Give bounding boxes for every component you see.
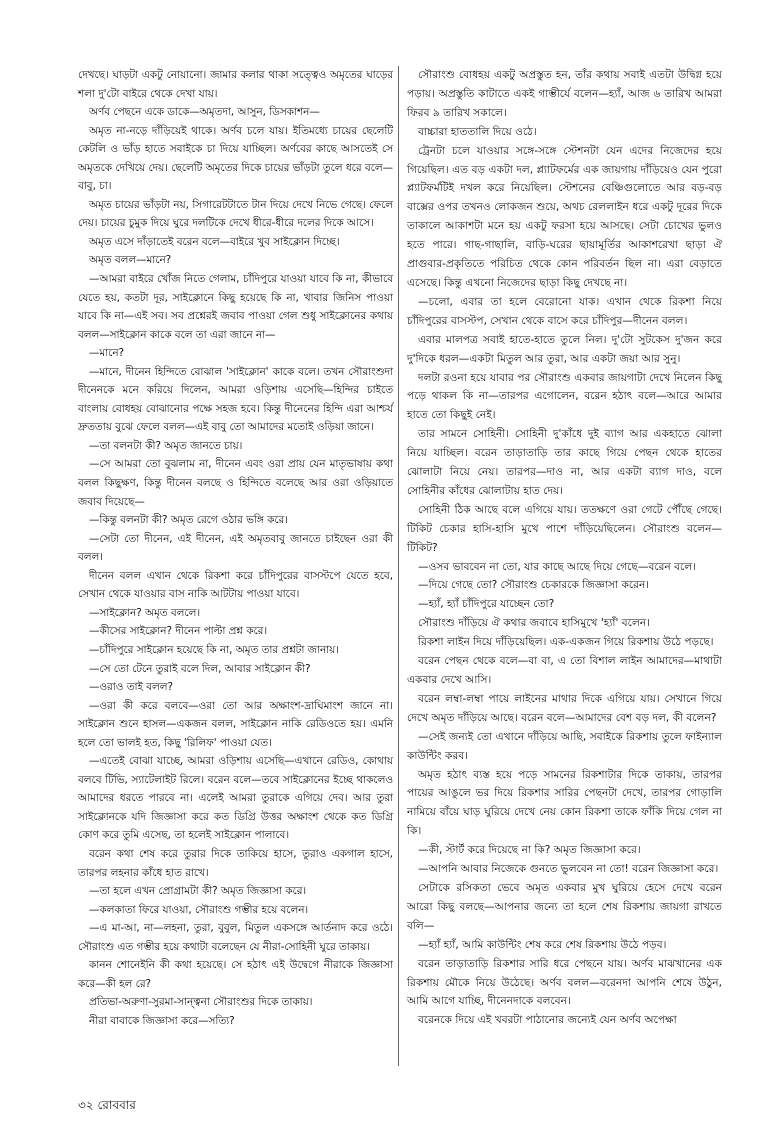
paragraph: অর্ণব পেছনে একে ডাকে—অমৃতদা, আসুন, ডিসকাশন— (89, 106, 320, 119)
paragraph: —এতেই বোঝা যাচ্ছে, আমরা ওড়িশায় এসেছি—এখানে রেডিও, কোথায় বলবে টিভি, স্যাটেলাইট রিলে। বরেন বলে—তবে সাইক্লোনের ইচ্ছে থাকলেও আমাদের ধরতে পারবে না। এলেই আমরা তুরাকে এগিয়ে দেব। আর তুরা সাইক্লোনকে যদি জিজ্ঞাসা করে কত ডিগ্রি উত্তর অক্ষাংশ থেকে কত ডিগ্রি কোণ করে তুমি এসেছ, তা হলেই সাইক্লোন পালাবে। (78, 755, 393, 842)
page-number: ৩২ (78, 1098, 94, 1112)
paragraph: সোহিনী ঠিক আছে বলে এগিয়ে যায়। ততক্ষণে ওরা গেটে পৌঁছে গেছে। টিকিট চেকার হাসি-হাসি মুখে পাশে দাঁড়িয়েছিলেন। সৌরাংশু বলেন—টিকিট? (407, 503, 722, 554)
paragraph: —তা বলনটা কী? অমৃত জানতে চায়। (89, 439, 243, 452)
paragraph: সৌরাংশু বোধহয় একটু অপ্রস্তুত হন, তাঁর কথায় সবাই এতটা উদ্বিগ্ন হয়ে পড়ায়। অপ্রস্তুতি কাটাতে একই গাম্ভীর্যে বলেন—হ্যাঁ, আজ ৬ তারিখ আমরা ফিরব ৯ তারিখ সকালে। (407, 69, 722, 119)
paragraph: ট্রেনটা চলে যাওয়ার সঙ্গে-সঙ্গে স্টেশনটা যেন এদের নিজেদের হয়ে গিয়েছিল। এত বড় একটা দল, প্ল্যাটফর্মের এক জায়গায় দাঁড়িয়েও যেন পুরো প্ল্যাটফর্মটিই দখল করে নিয়েছিল। স্টেশনের বেঞ্চিগুলোতে আর বড়-বড় বাক্সের ওপর তখনও লোকজন শুয়ে, অথচ রেললাইন ধরে একটু দূরের দিকে তাকালে আকাশটা মনে হয় একটু ফরসা হয়ে আসছে। সেটা চোখের ভুলও হতে পারে। গাছ-গাছালি, বাড়ি-ঘরের ছায়ামূর্তির আকাশরেখা ছাড়া ঐ প্রাগুবার-প্রকৃতিতে পরিচিত থেকে কোন পরিবর্তন ছিল না। এরা বেড়াতে এসেছে। কিন্তু এখনো নিজেদের ছাড়া কিছু দেখছে না। (407, 144, 722, 289)
paragraph: সেটাকে রসিকতা ভেবে অমৃত একবার মুখ ঘুরিয়ে হেসে দেখে বরেন আরো কিছু বলছে—আপনার জন্যে তা হলে শেষ রিকশায় জায়গা রাখতে বলি— (407, 881, 722, 932)
paragraph: বাচ্চারা হাততালি দিয়ে ওঠে। (418, 125, 537, 138)
paragraph: বরেনকে দিয়ে এই খবরটা পাঠানোর জন্যেই যেন অর্ণব অপেক্ষা (418, 1014, 677, 1027)
paragraph: —কী, স্টার্ট করে দিয়েছে না কি? অমৃত জিজ্ঞাসা করে। (418, 844, 641, 857)
paragraph: তার সামনে সোহিনী। সোহিনী দু'কাঁধে দুই ব্যাগ আর একহাতে ঝোলা নিয়ে যাচ্ছিল। বরেন তাড়াতাড়ি তার কাছে গিয়ে পেছন থেকে হাতের ঝোলাটা নিয়ে নেয়। তারপর—দাও না, আর একটা ব্যাগ দাও, বলে সোহিনীর কাঁধের ঝোলাটায় হাত দেয়। (407, 428, 722, 497)
paragraph: —এ মা-আ, না—লহনা, তুরা, বুবুল, মিতুল একসঙ্গে আর্তনাদ করে ওঠে। সৌরাংশু এত গম্ভীর হয়ে কথাটা বলেছেন যে নীরা-সোহিনী ঘুরে তাকায়। (78, 922, 393, 953)
magazine-name: রোববার (97, 1098, 136, 1112)
paragraph: অমৃত বলল—মানে? (89, 254, 172, 267)
paragraph: —ওরাও তাই বলল? (89, 681, 174, 694)
paragraph: এবার মালপত্র সবাই হাতে-হাতে তুলে নিল। দু'টো সুটকেস দু'জন করে দু'দিকে ধরল—একটা মিতুল আর তুরা, আর একটা জয়া আর সুনু। (407, 333, 722, 365)
paragraph: অমৃত চায়ের ভাঁড়টা নয়, সিগারেটটাতে টান দিয়ে দেখে নিভে গেছে। ফেলে দেয়। চায়ের চুমুক দিয়ে ঘুরে দলটিকে দেখে ধীরে-ধীরে দলের দিকে আসে। (78, 198, 393, 230)
left-column (78, 66, 393, 1030)
column-divider (398, 66, 399, 1066)
paragraph: —কিন্তু বলনটা কী? অমৃত রেগে ওঠার ভঙ্গি করে। (89, 514, 288, 527)
paragraph: —সেটা তো দীনেন, এই দীনেন, এই অমৃতবাবু জানতে চাইছেন ওরা কী বলল। (78, 532, 393, 564)
paragraph: —ওরা কী করে বলবে—ওরা তো আর অক্ষাংশ-দ্রাঘিমাংশ জানে না। সাইক্লোন শুনে হাসল—একজন বলল, সাইক্লোন নাকি রেডিওতে হয়। এমনি হলে তো ভালই হত, কিছু 'রিলিফ' পাওয়া যেত। (78, 699, 393, 749)
paragraph: —চলো, এবার তা হলে বেরোনো যাক। এখান থেকে রিকশা নিয়ে চাঁদিপুরের বাসস্টপ, সেখান থেকে বাসে করে চাঁদিপুর—দীনেন বলল। (407, 295, 722, 327)
paragraph: দীনেন বলল এখান থেকে রিকশা করে চাঁদিপুরের বাসস্টপে যেতে হবে, সেখান থেকে যাওয়ার বাস নাকি আটটায় পাওয়া যাবে। (78, 569, 393, 601)
paragraph: বরেন কথা শেষ করে তুরার দিকে তাকিয়ে হাসে, তুরাও একগাল হাসে, তারপর লহনার কাঁধে হাত রাখে। (78, 847, 393, 879)
paragraph: —মানে, দীনেন হিন্দিতে বোঝাল 'সাইক্লোন' কাকে বলে। তখন সৌরাংশুদা দীনেনকে মনে করিয়ে দিলেন, আমরা ওড়িশায় এসেছি—হিন্দির চাইতে বাংলায় বোধহয় বোঝানোর পক্ষে সহজ হবে। কিন্তু দীনেনের হিন্দি এরা আশ্চর্য দ্রুততায় বুঝে ফেলে বলল—এই বাবু তো আমাদের মতোই ওড়িয়া জানে। (78, 365, 393, 434)
paragraph: —আপনি আবার নিজেকে গুনতে ভুলবেন না তো! বরেন জিজ্ঞাসা করে। (418, 863, 719, 876)
paragraph: বরেন পেছন থেকে বলে—বা বা, এ তো বিশাল লাইন আমাদের—মাথাটা একবার দেখে আসি। (407, 655, 722, 686)
paragraph: —আমরা বাইরে খোঁজ নিতে গেলাম, চাঁদিপুরে যাওয়া যাবে কি না, কীভাবে যেতে হয়, কতটা দূর, সাইক্লোনে কিছু হয়েছে কি না, খাবার জিনিস পাওয়া যাবে কি না—এই সব। সব প্রশ্নেরই জবাব পাওয়া গেল শুধু সাইক্লোনের কথায় বলল—সাইক্লোন কাকে বলে তা এরা জানে না— (78, 273, 393, 341)
page-footer (78, 1097, 136, 1117)
paragraph: —হ্যাঁ হ্যাঁ, আমি কাউন্টিং শেষ করে শেষ রিকশায় উঠে পড়ব। (418, 938, 667, 951)
paragraph: —কীসের সাইক্লোন? দীনেন পাল্টা প্রশ্ন করে। (89, 625, 268, 638)
paragraph: —ওসব ভাববেন না তো, যার কাছে আছে দিয়ে গেছে—বরেন বলে। (418, 560, 696, 573)
paragraph: —সেই জন্যই তো এখানে দাঁড়িয়ে আছি, সবাইকে রিকশায় তুলে ফাইন্যাল কাউন্টিং করব। (407, 730, 722, 762)
paragraph: —চাঁদিপুরে সাইক্লোন হয়েছে কি না, অমৃত তার প্রশ্নটা জানায়। (89, 643, 340, 656)
paragraph: —তা হলে এখন প্রোগ্রামটা কী? অমৃত জিজ্ঞাসা করে। (89, 885, 307, 898)
paragraph: —দিয়ে গেছে তো? সৌরাংশু চেকারকে জিজ্ঞাসা করেন। (418, 579, 650, 592)
paragraph: —কলকাতা ফিরে যাওয়া, সৌরাংশু গম্ভীর হয়ে বলেন। (89, 903, 309, 916)
paragraph: রিকশা লাইন দিয়ে দাঁড়িয়েছিল। এক-একজন গিয়ে রিকশায় উঠে পড়ছে। (418, 636, 714, 649)
paragraph: অমৃত হঠাৎ ব্যস্ত হয়ে পড়ে সামনের রিকশাটার দিকে তাকায়, তারপর পায়ের আঙুলে ভর দিয়ে রিকশার সারির পেছনটা দেখে, তারপর গোড়ালি নামিয়ে বাঁয়ে ঘাড় ঘুরিয়ে দেখে নেয় কোন রিকশা তাকে ফাঁকি দিয়ে গেল না কি। (407, 768, 722, 838)
paragraph: প্রতিভা-অরুণা-সুরমা-সান্ত্বনা সৌরাংশুর দিকে তাকায়। (89, 996, 313, 1009)
paragraph: —সাইক্লোন? অমৃত বললে। (89, 606, 201, 619)
paragraph: —সে তো টেনে তুরাই বলে দিল, আবার সাইক্লোন কী? (89, 662, 311, 675)
paragraph: —মানে? (89, 347, 125, 360)
paragraph: সৌরাংশু দাঁড়িয়ে ঐ কথার জবাবে হাসিমুখে 'হ্যাঁ' বলেন। (418, 617, 650, 630)
paragraph: বরেন তাড়াতাড়ি রিকশার সারি ধরে পেছনে যায়। অর্ণব মাঝখানের এক রিকশায় মৌকে নিয়ে উঠেছে। অর্ণব বলল—বরেনদা আপনি শেষে উঠুন, আমি আগে যাচ্ছি, দীনেনদাকে বলবেন। (407, 957, 722, 1008)
paragraph: কানন শোনেইনি কী কথা হয়েছে। সে হঠাৎ এই উদ্বেগে নীরাকে জিজ্ঞাসা করে—কী হল রে? (78, 959, 393, 990)
paragraph: দলটা রওনা হয়ে যাবার পর সৌরাংশু একবার জায়গাটা দেখে নিলেন কিছু পড়ে থাকল কি না—তারপর এগোলেন, বরেন হঠাৎ বলে—আরে আমার হাতে তো কিছুই নেই। (407, 371, 722, 422)
paragraph: বরেন লম্বা-লম্বা পায়ে লাইনের মাথার দিকে এগিয়ে যায়। সেখানে গিয়ে দেখে অমৃত দাঁড়িয়ে আছে। বরেন বলে—আমাদের বেশ বড় দল, কী বলেন? (407, 692, 722, 724)
paragraph: অমৃত না-নড়ে দাঁড়িয়েই থাকে। অর্ণব চলে যায়। ইতিমধ্যে চায়ের ছেলেটি কেটলি ও ভাঁড় হাতে সবাইকে চা দিয়ে যাচ্ছিল। অর্ণবের কাছে আসতেই সে অমৃতকে দেখিয়ে দেয়। ছেলেটি অমৃতের দিকে চায়ের ভাঁড়টা তুলে ধরে বলে—বাবু, চা। (78, 124, 393, 193)
paragraph: দেখছে। ঘাড়টা একটু নোয়ানো। জামার কলার থাকা সত্ত্বেও অমৃতের ঘাড়ের শলা দু'টো বাইরে থেকে দেখা যায়। (78, 69, 393, 100)
paragraph: —সে আমরা তো বুঝলাম না, দীনেন এবং ওরা প্রায় যেন মাতৃভাষায় কথা বলল কিছুক্ষণ, কিন্তু দীনেন বলছে ও হিন্দিতে বলেছে আর ওরা ওড়িয়াতে জবাব দিয়েছে— (78, 458, 393, 508)
paragraph: —হ্যাঁ, হ্যাঁ চাঁদিপুরে যাচ্ছেন তো? (418, 598, 555, 611)
paragraph: নীরা বাবাকে জিজ্ঞাসা করে—সত্যি? (89, 1014, 235, 1027)
right-column (407, 66, 722, 1030)
paragraph: অমৃত এসে দাঁড়াতেই বরেন বলে—বাইরে খুব সাইক্লোন দিচ্ছে। (89, 235, 340, 248)
